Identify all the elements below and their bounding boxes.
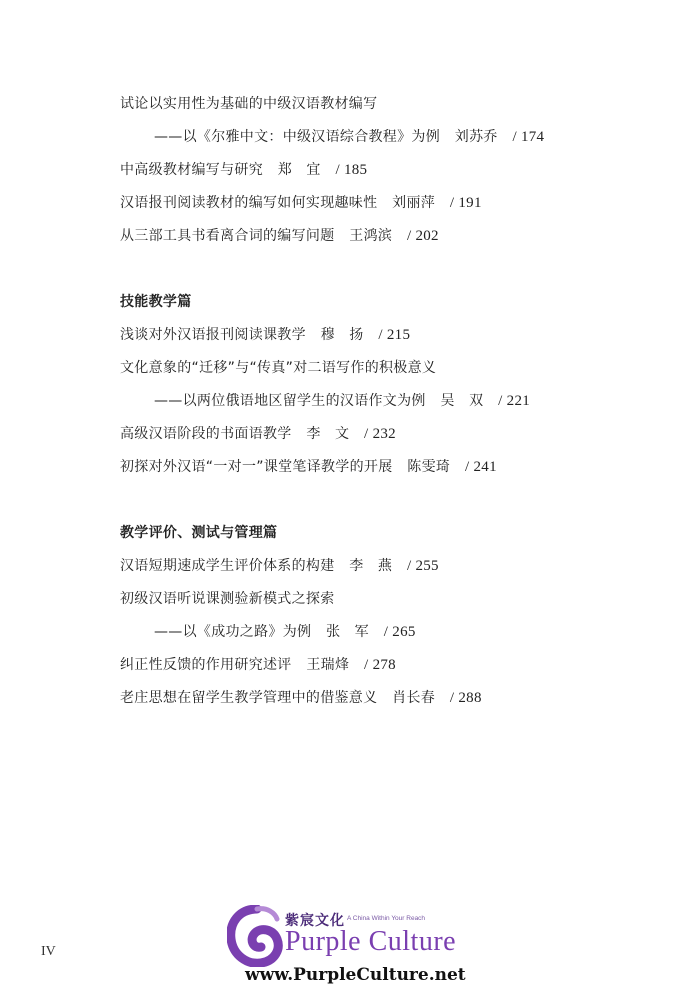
toc-entry (120, 457, 497, 477)
page-number: IV (41, 944, 56, 959)
entry-page: / 265 (383, 624, 416, 640)
entry-author: 刘丽萍 (392, 195, 436, 211)
entry-title: 试论以实用性为基础的中级汉语教材编写 (120, 96, 378, 112)
entry-author: 郑 宜 (277, 162, 321, 178)
logo-tagline: A China Within Your Reach (347, 915, 426, 922)
entry-page: / 174 (512, 129, 545, 145)
entry-title: 高级汉语阶段的书面语教学 (120, 426, 292, 442)
entry-author: 王瑞烽 (306, 657, 350, 673)
logo-chinese-name: 紫宸文化 (285, 913, 345, 929)
toc-entry (120, 226, 439, 246)
entry-page: / 241 (464, 459, 497, 475)
entry-title: 从三部工具书看离合词的编写问题 (120, 228, 335, 244)
entry-author: 王鸿滨 (349, 228, 393, 244)
entry-title: ——以《成功之路》为例 (154, 624, 312, 640)
entry-page: / 191 (449, 195, 482, 211)
entry-title: 初级汉语听说课测验新模式之探索 (120, 591, 335, 607)
toc-entry (120, 358, 436, 378)
entry-title: 纠正性反馈的作用研究述评 (120, 657, 292, 673)
entry-title: ——以《尔雅中文：中级汉语综合教程》为例 (154, 129, 440, 145)
entry-page: / 255 (406, 558, 439, 574)
logo-url: www.PurpleCulture.net (245, 965, 466, 985)
entry-title: 中高级教材编写与研究 (120, 162, 263, 178)
entry-author: 陈雯琦 (407, 459, 451, 475)
entry-title: 浅谈对外汉语报刊阅读课教学 (120, 327, 306, 343)
entry-author: 刘苏乔 (454, 129, 498, 145)
section-heading: 教学评价、测试与管理篇 (120, 525, 278, 541)
entry-page: / 278 (364, 657, 396, 673)
entry-page: / 221 (498, 393, 531, 409)
entry-title: 初探对外汉语“一对一”课堂笔译教学的开展 (120, 459, 393, 475)
toc-entry (120, 193, 482, 213)
entry-author: 张 军 (326, 624, 369, 640)
logo-english-name: Purple Culture (285, 926, 457, 957)
entry-author: 穆 扬 (320, 327, 364, 343)
entry-title: 汉语短期速成学生评价体系的构建 (120, 558, 335, 574)
entry-page: / 185 (335, 162, 368, 178)
entry-author: 李 文 (306, 426, 350, 442)
toc-entry (120, 655, 396, 675)
entry-page: / 215 (378, 327, 411, 343)
watermark-logo (225, 905, 485, 991)
entry-author: 李 燕 (349, 558, 393, 574)
entry-title: ——以两位俄语地区留学生的汉语作文为例 (154, 393, 426, 409)
entry-page: / 232 (364, 426, 396, 442)
toc-entry (154, 391, 530, 411)
toc-entry (120, 424, 396, 444)
entry-title: 老庄思想在留学生教学管理中的借鉴意义 (120, 690, 378, 706)
toc-entry (120, 94, 377, 114)
entry-page: / 202 (406, 228, 439, 244)
entry-title: 汉语报刊阅读教材的编写如何实现趣味性 (120, 195, 378, 211)
toc-entry (120, 325, 410, 345)
section-heading: 技能教学篇 (120, 294, 192, 310)
swirl-logo-icon (227, 905, 283, 967)
toc-entry (154, 127, 544, 147)
entry-author: 吴 双 (440, 393, 484, 409)
toc-entry (120, 688, 482, 708)
entry-title: 文化意象的“迁移”与“传真”对二语写作的积极意义 (120, 360, 437, 376)
toc-entry (154, 622, 416, 642)
toc-entry (120, 589, 335, 609)
toc-entry (120, 160, 367, 180)
entry-author: 肖长春 (392, 690, 436, 706)
toc-entry (120, 556, 439, 576)
entry-page: / 288 (449, 690, 482, 706)
